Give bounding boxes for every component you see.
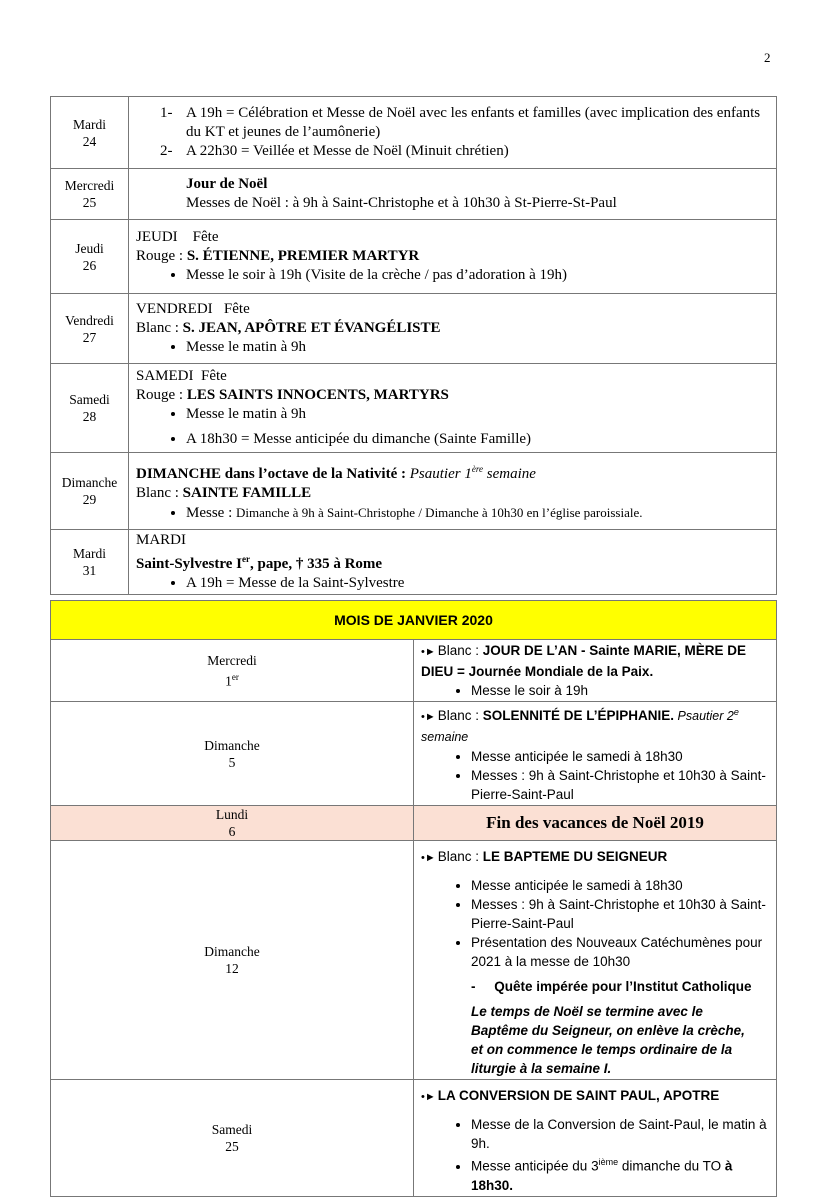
arrow-bullet-icon: •► (421, 646, 436, 658)
day-cell (51, 702, 414, 806)
page-number: 2 (764, 50, 771, 65)
feast-name: Saint-Sylvestre Ier, pape, † 335 à Rome (136, 554, 383, 572)
feast-name: SOLENNITÉ DE L’ÉPIPHANIE. (482, 708, 675, 724)
liturgical-color: Blanc : (437, 849, 483, 865)
feast-name: JOUR DE L’AN - Sainte MARIE, MÈRE DE DIEU = Journée Mondiale de la Paix. (421, 643, 747, 679)
arrow-bullet-icon: •► (421, 711, 436, 724)
day-name: Samedi (69, 392, 110, 407)
list-item: • Messe le soir à 19h (Visite de la crèche / pas d’adoration à 19h) (186, 266, 776, 285)
day-name: Vendredi (65, 312, 114, 328)
month-header-row (51, 601, 777, 640)
table-row (51, 294, 777, 364)
day-name: Mercredi (207, 652, 257, 668)
table-row (51, 841, 777, 1080)
january-schedule-table (50, 600, 777, 1197)
day-heading: JEUDI Fête (136, 229, 219, 245)
day-number: 6 (228, 824, 236, 840)
list-item: • A 19h = Messe de la Saint-Sylvestre (186, 574, 776, 593)
list-item: • Messe : Dimanche à 9h à Saint-Christophe / Dimanche à 10h30 en l’église paroissiale. (186, 503, 776, 523)
content-cell (414, 702, 777, 806)
content-cell (414, 640, 777, 702)
feast-title: Jour de Noël (186, 176, 268, 192)
item-text: A 19h = Célébration et Messe de Noël avec les enfants et familles (avec implication des enfants du KT et jeunes de l’aumônerie) (186, 105, 761, 140)
content-cell (129, 220, 777, 294)
day-name: Dimanche (204, 737, 260, 753)
psautier-label: Psautier 2e semaine (421, 707, 739, 745)
month-header: MOIS DE JANVIER 2020 (51, 601, 777, 640)
day-cell (51, 220, 129, 294)
day-cell (51, 453, 129, 530)
list-item: • Messe anticipée le samedi à 18h30 (471, 747, 776, 766)
list-item: • Messe le matin à 9h (186, 405, 776, 424)
list-item: • Messe le soir à 19h (471, 681, 776, 700)
liturgical-color: Blanc : (136, 320, 183, 336)
day-number: 24 (82, 133, 97, 149)
list-item: • Messe anticipée le samedi à 18h30 (471, 876, 776, 895)
day-cell (51, 294, 129, 364)
day-heading: VENDREDI Fête (136, 301, 250, 317)
list-item: 1- A 19h = Célébration et Messe de Noël avec les enfants et familles (avec implication des enfants du KT et jeunes de l’aumônerie) (160, 105, 761, 140)
day-cell (51, 841, 414, 1080)
feast-name: S. JEAN, APÔTRE ET ÉVANGÉLISTE (182, 320, 441, 336)
table-row (51, 364, 777, 453)
list-item: 2- A 22h30 = Veillée et Messe de Noël (Minuit chrétien) (160, 143, 509, 159)
day-name: Dimanche (61, 475, 118, 490)
day-cell (51, 530, 129, 595)
day-heading: DIMANCHE dans l’octave de la Nativité : (136, 465, 410, 482)
day-heading: SAMEDI Fête (136, 368, 227, 384)
day-cell (51, 1080, 414, 1197)
content-cell (414, 1080, 777, 1197)
day-number: 25 (225, 1138, 239, 1154)
table-row (51, 97, 777, 169)
feast-name: SAINTE FAMILLE (182, 484, 312, 501)
mass-info: Messes de Noël : à 9h à Saint-Christophe et à 10h30 à St-Pierre-St-Paul (186, 195, 617, 211)
arrow-bullet-icon: •► (421, 1091, 436, 1104)
season-note: Le temps de Noël se termine avec le Baptême du Seigneur, on enlève la crèche, et on commence le temps ordinaire de la liturgie à la semaine I. (471, 1004, 745, 1077)
day-number: 27 (82, 329, 97, 345)
day-number: 28 (82, 409, 97, 424)
list-item: • Présentation des Nouveaux Catéchumènes pour 2021 à la messe de 10h30 (471, 933, 776, 971)
table-row (51, 702, 777, 806)
list-item: • Messe le matin à 9h (186, 338, 776, 357)
collection-note: - Quête impérée pour l’Institut Catholique (471, 979, 752, 995)
day-cell (51, 364, 129, 453)
content-cell (129, 97, 777, 169)
day-number: 31 (82, 563, 97, 578)
table-row (51, 453, 777, 530)
list-item: • Messes : 9h à Saint-Christophe et 10h30 à Saint-Pierre-Saint-Paul (471, 895, 776, 933)
day-name: Mardi (73, 116, 106, 132)
content-cell (129, 294, 777, 364)
day-cell: Mercredi 1er (51, 640, 414, 702)
feast-name: LE BAPTEME DU SEIGNEUR (482, 849, 668, 865)
psautier-label: Psautier 1ère semaine (409, 463, 536, 482)
feast-name: LES SAINTS INNOCENTS, MARTYRS (186, 387, 449, 403)
day-name: Dimanche (204, 944, 260, 960)
day-name: Jeudi (75, 240, 104, 256)
list-item: • Messes : 9h à Saint-Christophe et 10h30 à Saint-Pierre-Saint-Paul (471, 766, 776, 804)
day-name: Mercredi (64, 178, 115, 193)
table-row (51, 169, 777, 220)
content-cell (129, 453, 777, 530)
feast-name: LA CONVERSION DE SAINT PAUL, APOTRE (437, 1088, 720, 1104)
list-item: • Messe anticipée du 3ième dimanche du TO à 18h30. (471, 1153, 776, 1195)
table-row (51, 1080, 777, 1197)
day-number: 12 (225, 961, 239, 977)
day-cell (51, 169, 129, 220)
day-heading: MARDI (136, 532, 187, 548)
liturgical-color: Rouge : (136, 387, 187, 403)
liturgical-color: Blanc : (437, 708, 483, 724)
day-name: Mardi (73, 546, 106, 561)
content-cell (414, 841, 777, 1080)
december-schedule-table (50, 96, 777, 595)
day-name: Samedi (211, 1121, 253, 1137)
table-row (51, 640, 777, 702)
list-item: • A 18h30 = Messe anticipée du dimanche (Sainte Famille) (186, 430, 776, 449)
holiday-end-banner: Fin des vacances de Noël 2019 (414, 806, 777, 841)
table-row (51, 530, 777, 595)
day-number: 25 (82, 195, 97, 210)
liturgical-color: Rouge : (136, 248, 187, 264)
content-cell (129, 169, 777, 220)
table-row (51, 806, 777, 841)
item-text: A 22h30 = Veillée et Messe de Noël (Minuit chrétien) (186, 143, 509, 159)
day-cell (51, 97, 129, 169)
day-name: Lundi (215, 807, 249, 823)
feast-name: S. ÉTIENNE, PREMIER MARTYR (186, 248, 420, 264)
day-number: 5 (228, 754, 236, 770)
liturgical-color: Blanc : (136, 484, 183, 501)
list-item: • Messe de la Conversion de Saint-Paul, le matin à 9h. (471, 1115, 776, 1153)
day-number: 29 (82, 492, 97, 507)
liturgical-color: Blanc : (437, 643, 483, 658)
content-cell (129, 530, 777, 595)
arrow-bullet-icon: •► (421, 852, 436, 865)
content-cell (129, 364, 777, 453)
day-cell (51, 806, 414, 841)
table-row (51, 220, 777, 294)
day-number: 1 (225, 673, 232, 689)
day-number: 26 (82, 257, 97, 273)
